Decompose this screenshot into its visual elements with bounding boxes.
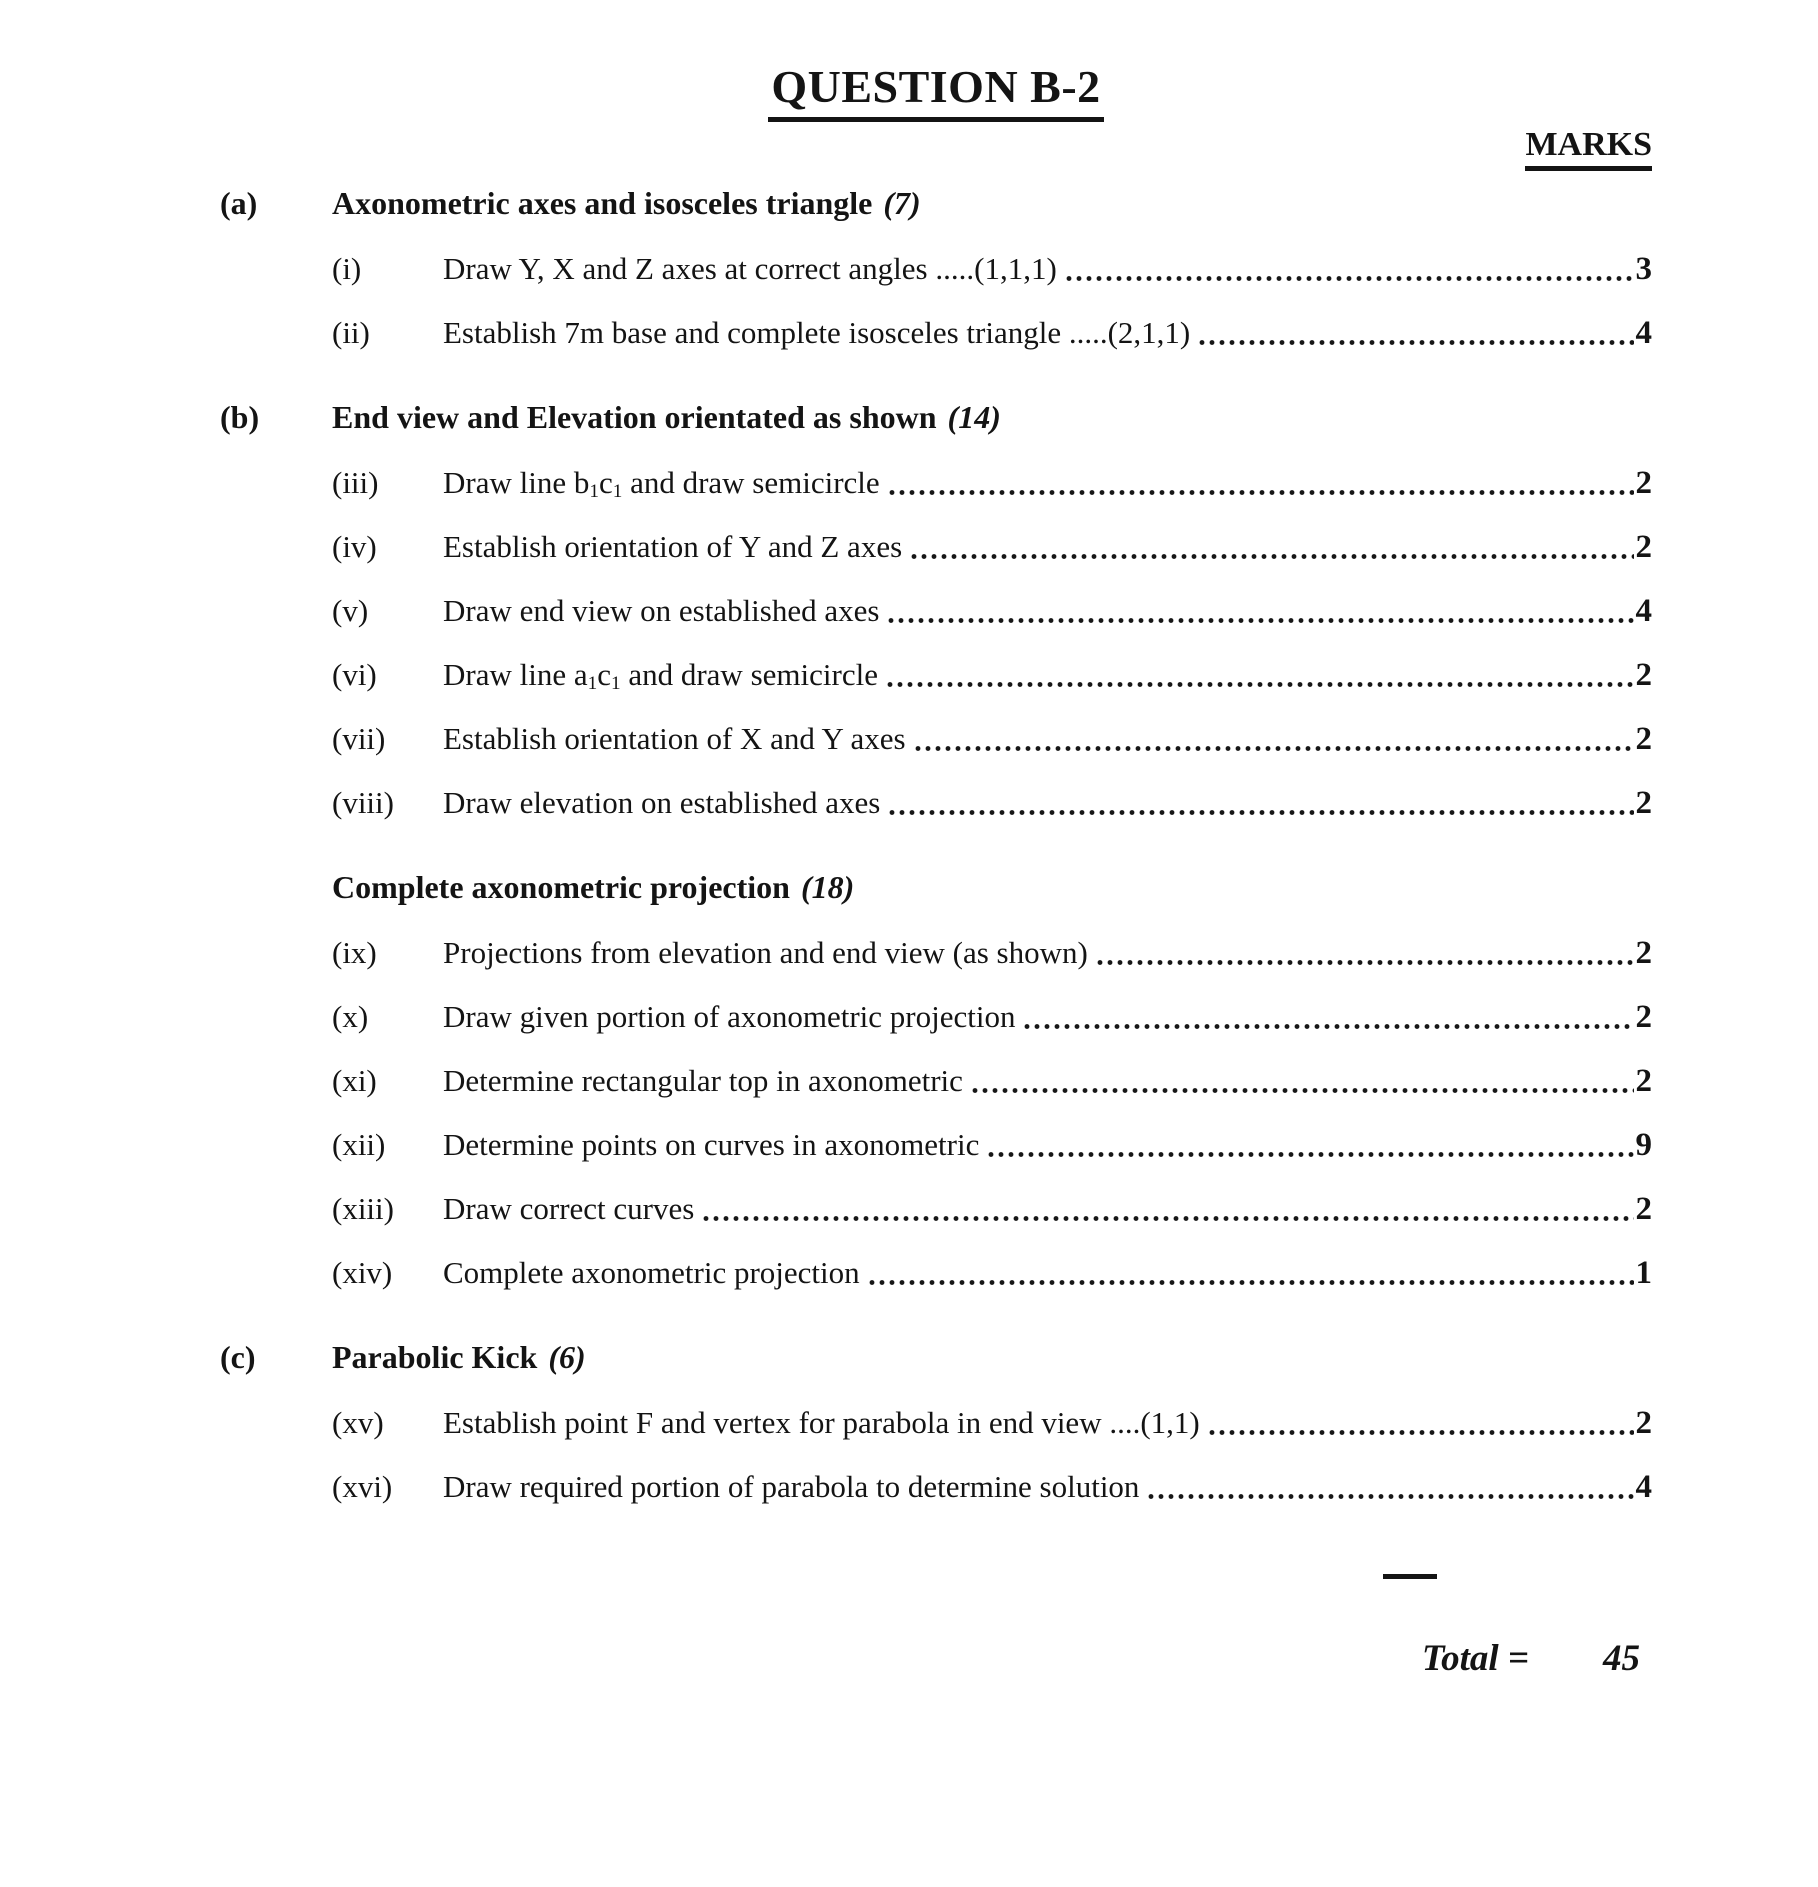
item-numeral: (xvi)	[332, 1469, 393, 1504]
item-marks: 2	[1635, 1063, 1652, 1099]
item-numeral: (v)	[332, 593, 369, 628]
item-marks: 2	[1635, 465, 1652, 501]
section-heading-row	[220, 1337, 1652, 1377]
item-row	[332, 1467, 1652, 1507]
item-marks: 4	[1635, 315, 1652, 351]
marks-header-row	[220, 126, 1652, 171]
item-marks: 2	[1635, 529, 1652, 565]
item-text: Establish 7m base and complete isosceles triangle .....(2,1,1)	[443, 315, 1191, 350]
section	[220, 867, 1652, 1293]
item-marks: 3	[1635, 251, 1652, 287]
dot-leader	[1197, 340, 1633, 345]
dot-leader	[986, 1152, 1633, 1157]
item-text: Projections from elevation and end view (as shown)	[443, 935, 1088, 970]
section-heading: Axonometric axes and isosceles triangle	[332, 185, 873, 221]
section-weight: (6)	[548, 1339, 586, 1375]
dot-leader	[701, 1216, 1633, 1221]
section-weight: (7)	[883, 185, 921, 221]
item-numeral: (iii)	[332, 465, 379, 500]
section-heading: Complete axonometric projection	[332, 869, 790, 905]
item-marks: 2	[1635, 1191, 1652, 1227]
item-text: Draw elevation on established axes	[443, 785, 881, 820]
section-items	[220, 1403, 1652, 1507]
section-heading-row	[220, 397, 1652, 437]
marks-header: MARKS	[1525, 126, 1652, 171]
dot-leader	[867, 1280, 1634, 1285]
total-sum-line	[1383, 1574, 1437, 1579]
item-numeral: (x)	[332, 999, 369, 1034]
section-label: (b)	[220, 399, 260, 435]
item-numeral: (xii)	[332, 1127, 386, 1162]
item-text: Draw Y, X and Z axes at correct angles .....(1,1,1)	[443, 251, 1057, 286]
section-heading: End view and Elevation orientated as shown	[332, 399, 937, 435]
section-weight: (14)	[947, 399, 1001, 435]
sections	[220, 183, 1652, 1507]
item-row	[332, 1189, 1652, 1229]
item-marks: 2	[1635, 721, 1652, 757]
item-marks: 2	[1635, 785, 1652, 821]
item-row	[332, 527, 1652, 567]
section	[220, 1337, 1652, 1507]
item-row	[332, 591, 1652, 631]
total-row	[220, 1639, 1652, 1679]
dot-leader	[887, 810, 1633, 815]
section-weight: (18)	[800, 869, 855, 905]
item-row	[332, 933, 1652, 973]
item-marks: 2	[1635, 657, 1652, 693]
item-row	[332, 463, 1652, 503]
item-numeral: (xiii)	[332, 1191, 394, 1226]
item-text: Draw line $a_1c_1$ and draw semicircle	[443, 657, 878, 695]
section	[220, 397, 1652, 823]
item-row	[332, 783, 1652, 823]
content	[220, 0, 1652, 1679]
item-marks: 2	[1635, 1405, 1652, 1441]
dot-leader	[1095, 960, 1634, 965]
item-numeral: (vi)	[332, 657, 377, 692]
section-heading-row	[220, 867, 1652, 907]
section-heading-row	[220, 183, 1652, 223]
item-text: Draw given portion of axonometric projection	[443, 999, 1016, 1034]
item-row	[332, 1061, 1652, 1101]
item-text: Complete axonometric projection	[443, 1255, 860, 1290]
item-text: Draw required portion of parabola to determine solution	[443, 1469, 1140, 1504]
item-numeral: (ix)	[332, 935, 377, 970]
item-numeral: (xiv)	[332, 1255, 393, 1290]
item-text: Establish orientation of Y and Z axes	[443, 529, 903, 564]
item-marks: 4	[1635, 1469, 1652, 1505]
item-text: Draw end view on established axes	[443, 593, 880, 628]
total-value: 45	[1603, 1638, 1640, 1679]
item-marks: 2	[1635, 999, 1652, 1035]
dot-leader	[1207, 1430, 1634, 1435]
item-numeral: (vii)	[332, 721, 386, 756]
item-text: Determine rectangular top in axonometric	[443, 1063, 963, 1098]
dot-leader	[885, 682, 1634, 687]
item-marks: 2	[1635, 935, 1652, 971]
item-row	[332, 997, 1652, 1037]
question-title: QUESTION B-2	[768, 60, 1103, 122]
item-text: Draw correct curves	[443, 1191, 695, 1226]
total-label: Total =	[1421, 1638, 1529, 1679]
section-label: (a)	[220, 185, 258, 221]
section	[220, 183, 1652, 353]
section-label: (c)	[220, 1339, 256, 1375]
title-row	[220, 0, 1652, 122]
item-row	[332, 313, 1652, 353]
item-text: Establish point F and vertex for parabola in end view ....(1,1)	[443, 1405, 1200, 1440]
item-marks: 9	[1635, 1127, 1652, 1163]
item-numeral: (i)	[332, 251, 362, 286]
item-numeral: (iv)	[332, 529, 377, 564]
item-row	[332, 655, 1652, 695]
item-marks: 4	[1635, 593, 1652, 629]
item-numeral: (ii)	[332, 315, 370, 350]
item-row	[332, 1125, 1652, 1165]
item-row	[332, 249, 1652, 289]
item-marks: 1	[1635, 1255, 1652, 1291]
item-row	[332, 719, 1652, 759]
dot-leader	[887, 490, 1634, 495]
dot-leader	[1064, 276, 1634, 281]
item-numeral: (viii)	[332, 785, 394, 820]
dot-leader	[970, 1088, 1634, 1093]
item-numeral: (xv)	[332, 1405, 384, 1440]
section-items	[220, 249, 1652, 353]
item-row	[332, 1253, 1652, 1293]
item-text: Draw line $b_1c_1$ and draw semicircle	[443, 465, 880, 503]
item-row	[332, 1403, 1652, 1443]
dot-leader	[913, 746, 1634, 751]
section-items	[220, 933, 1652, 1293]
item-text: Determine points on curves in axonometric	[443, 1127, 980, 1162]
item-text: Establish orientation of X and Y axes	[443, 721, 906, 756]
dot-leader	[1022, 1024, 1633, 1029]
section-items	[220, 463, 1652, 823]
dot-leader	[886, 618, 1633, 623]
dot-leader	[909, 554, 1633, 559]
dot-leader	[1146, 1494, 1633, 1499]
item-numeral: (xi)	[332, 1063, 377, 1098]
section-heading: Parabolic Kick	[332, 1339, 538, 1375]
